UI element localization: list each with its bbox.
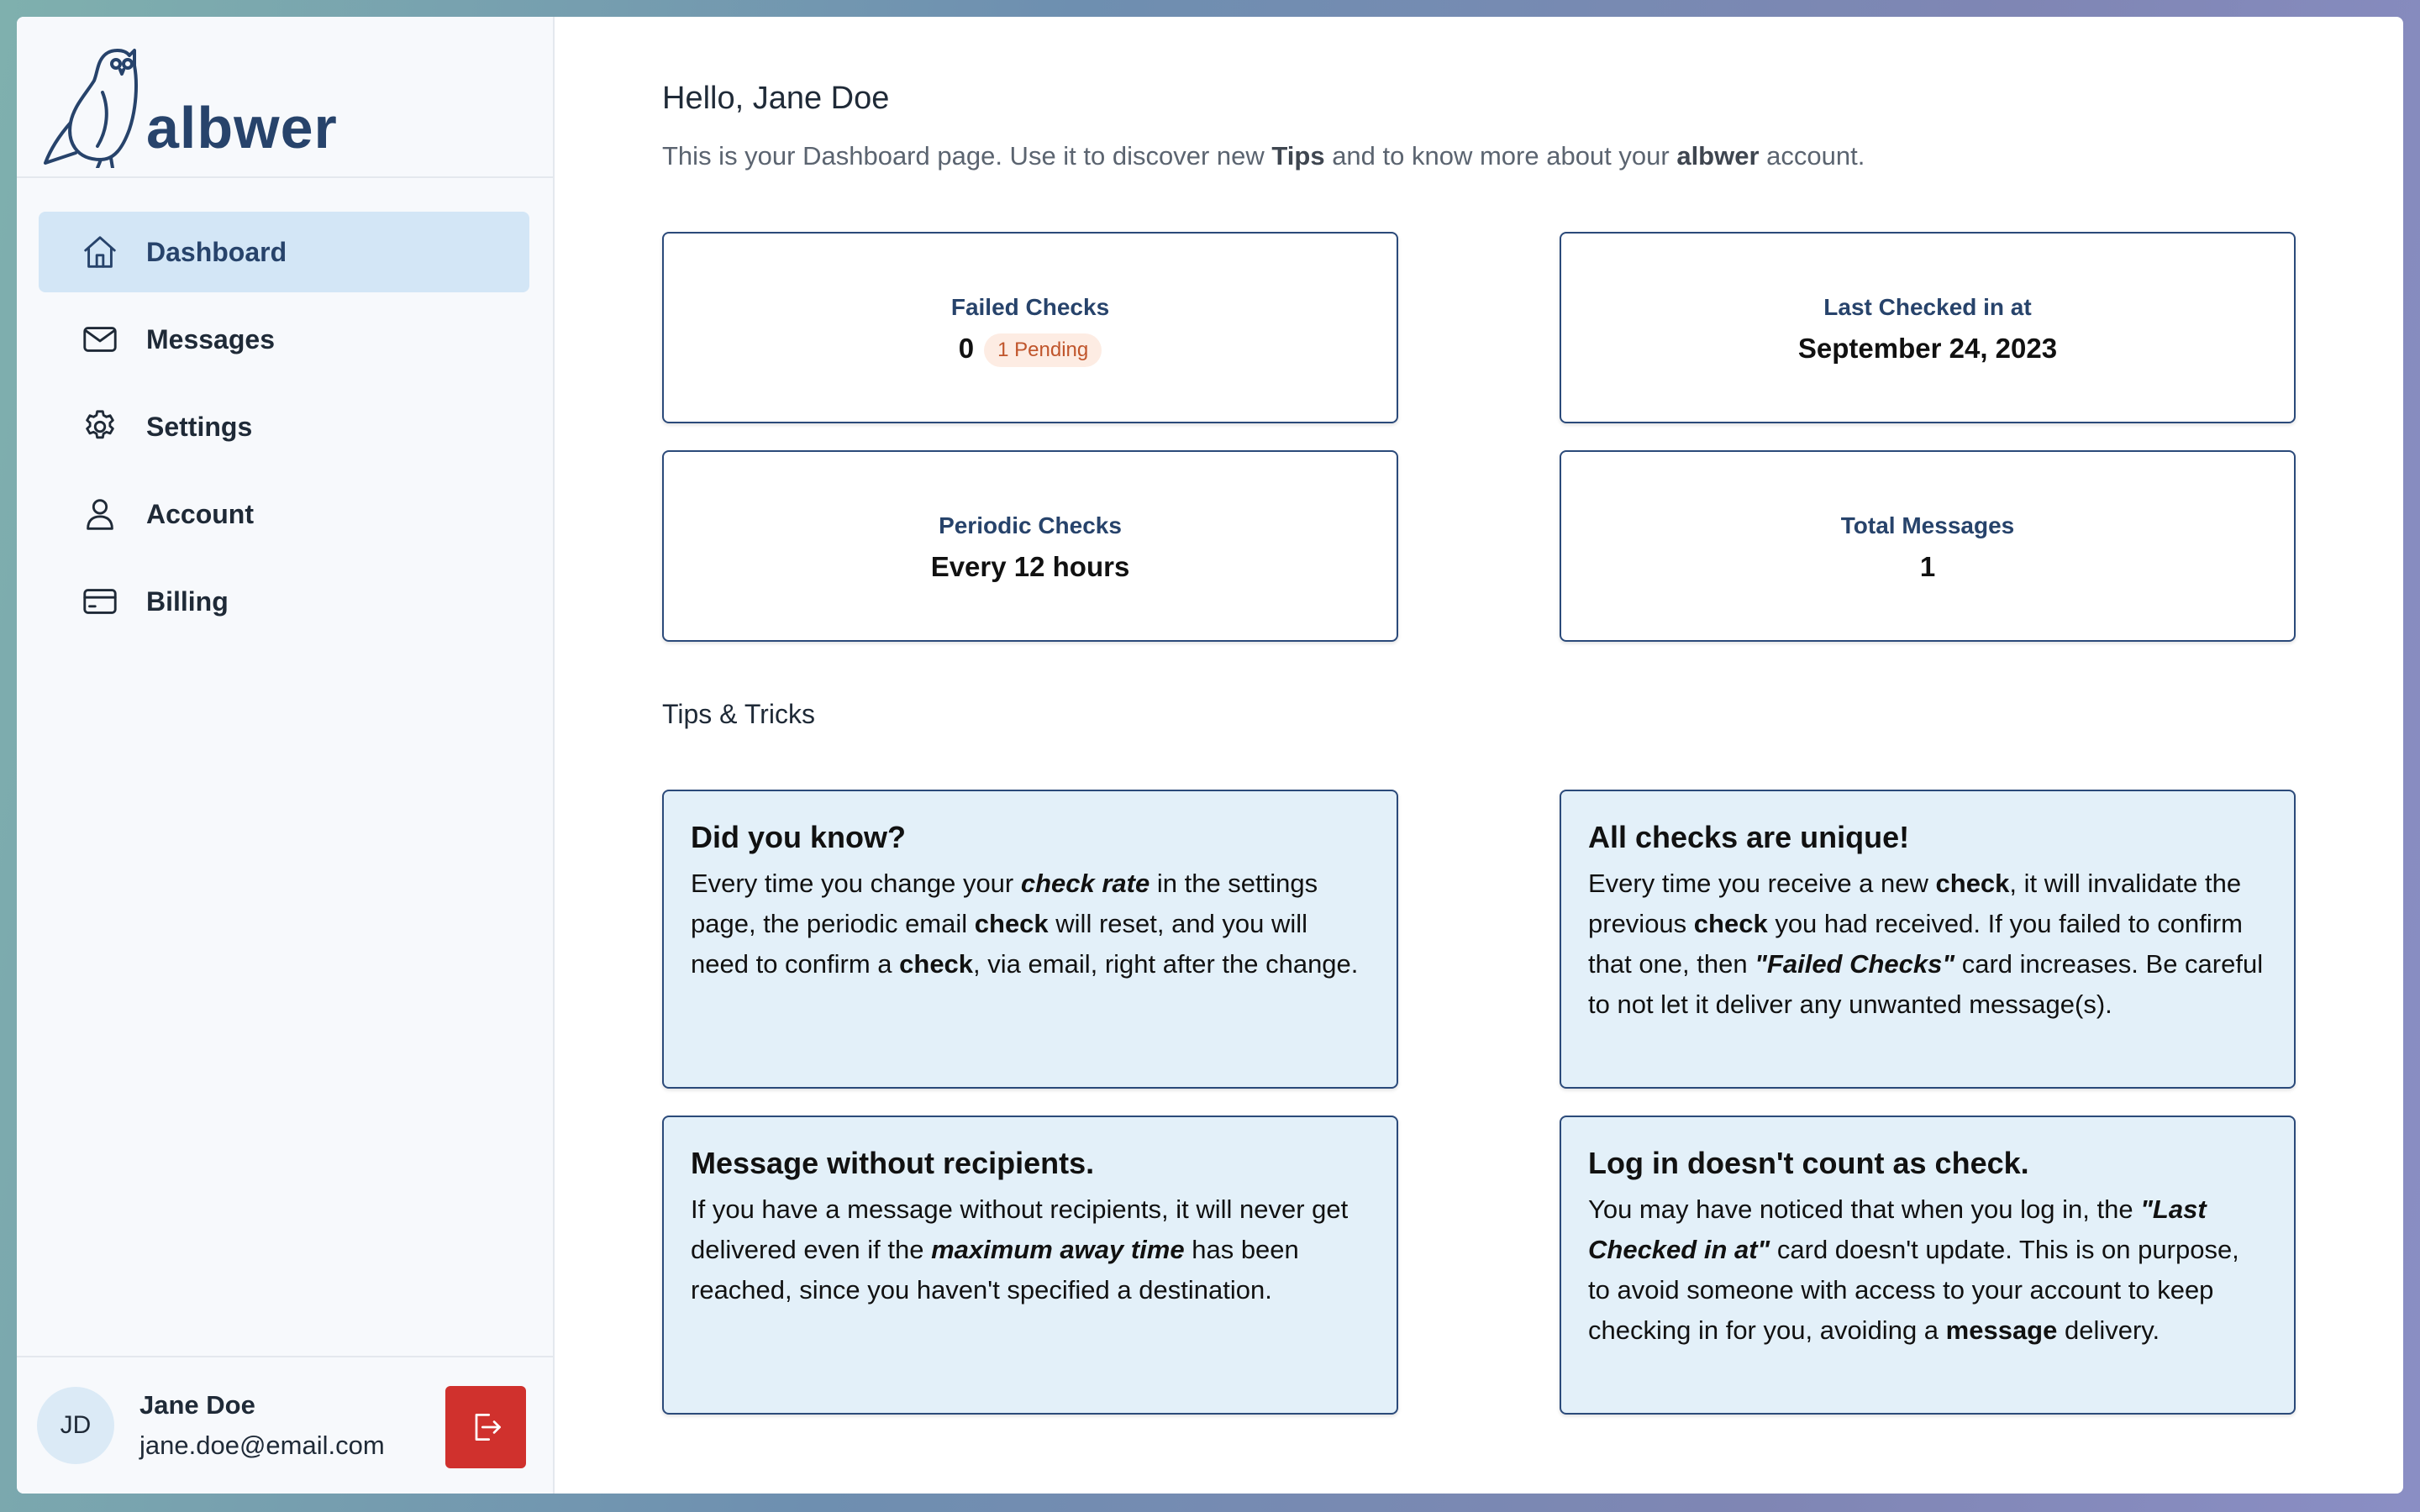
logo[interactable] (17, 17, 553, 178)
sidebar-item-settings[interactable] (39, 386, 529, 467)
intro-text: account. (1759, 141, 1865, 171)
sidebar-item-label: Messages (146, 323, 275, 354)
app-window (17, 17, 2403, 1494)
home-icon (81, 233, 119, 271)
stat-title: Last Checked in at (1823, 294, 2032, 320)
user-icon (81, 495, 119, 533)
tip-text: has been reached, since you haven't specified a destination. (691, 1235, 1299, 1305)
tip-bold: check (1693, 909, 1768, 938)
pending-badge: 1 Pending (984, 333, 1102, 367)
sidebar-item-label: Billing (146, 585, 229, 617)
last-checked-card (1560, 232, 2296, 423)
intro-brand: albwer (1676, 141, 1760, 171)
sidebar-item-label: Settings (146, 411, 253, 442)
stat-value: September 24, 2023 (1797, 333, 2058, 364)
user-email: jane.doe@email.com (139, 1431, 385, 1460)
intro-tips: Tips (1271, 141, 1325, 171)
tip-emphasis: "Failed Checks" (1754, 949, 1955, 979)
user-name: Jane Doe (139, 1390, 255, 1420)
tip-text: you had received. If you failed to confirm that one, then (1588, 909, 2243, 979)
intro-text: This is your Dashboard page. Use it to discover new (662, 141, 1272, 171)
tip-text: card increases. Be careful to not let it deliver any unwanted message(s). (1588, 949, 2264, 1019)
stat-title: Periodic Checks (939, 512, 1122, 538)
tip-text: card doesn't update. This is on purpose, to avoid someone with access to your account to keep checking in for you, avoiding a (1588, 1235, 2239, 1345)
mail-icon (81, 320, 119, 359)
intro-text: and to know more about your (1324, 141, 1677, 171)
avatar[interactable]: JD (37, 1387, 114, 1464)
stat-title: Failed Checks (950, 294, 1110, 320)
tip-card-no-recipients (662, 1116, 1398, 1415)
tip-body (691, 864, 1370, 984)
section-title: Tips & Tricks (662, 699, 815, 729)
tip-text: , it will invalidate the previous (1588, 869, 2242, 938)
tip-card-did-you-know (662, 790, 1398, 1089)
logout-icon (467, 1409, 504, 1446)
tip-bold: check (974, 909, 1049, 938)
stat-title: Total Messages (1840, 512, 2015, 538)
tip-body (1588, 1189, 2267, 1351)
tip-text: Every time you change your (691, 869, 1021, 898)
tip-title: Did you know? (691, 820, 906, 854)
stat-value (664, 333, 1397, 367)
logout-button[interactable] (445, 1386, 526, 1468)
periodic-checks-card (662, 450, 1398, 642)
tip-emphasis: "Last Checked in at" (1588, 1194, 2207, 1264)
owl-logo-icon (42, 42, 151, 168)
tip-text: , via email, right after the change. (973, 949, 1359, 979)
stat-value: Every 12 hours (930, 551, 1130, 582)
sidebar-item-dashboard[interactable] (39, 212, 529, 292)
tip-body (1588, 864, 2267, 1025)
tip-card-login (1560, 1116, 2296, 1415)
sidebar-item-label: Account (146, 498, 254, 529)
brand-name: albwer (146, 95, 338, 160)
tip-text: You may have noticed that when you log in, the (1588, 1194, 2141, 1224)
main-content (555, 17, 2403, 1494)
tip-text: Every time you receive a new (1588, 869, 1936, 898)
sidebar-item-messages[interactable] (39, 299, 529, 380)
tip-emphasis: check rate (1020, 869, 1150, 898)
tip-bold: check (899, 949, 974, 979)
sidebar-item-label: Dashboard (146, 236, 287, 267)
page-title: Hello, Jane Doe (662, 81, 890, 116)
failed-checks-count: 0 (958, 333, 975, 364)
tip-title: All checks are unique! (1588, 820, 1910, 854)
tip-card-unique-checks (1560, 790, 2296, 1089)
failed-checks-card (662, 232, 1398, 423)
total-messages-card (1560, 450, 2296, 642)
gear-icon (81, 407, 119, 446)
stat-value: 1 (1919, 551, 1936, 582)
page-intro (662, 141, 1865, 171)
sidebar-nav (39, 212, 529, 648)
tip-text: If you have a message without recipients, it will never get delivered even if the (691, 1194, 1349, 1264)
sidebar (17, 17, 555, 1494)
tip-bold: check (1935, 869, 2010, 898)
sidebar-item-billing[interactable] (39, 561, 529, 642)
tip-body (691, 1189, 1370, 1310)
tip-title: Message without recipients. (691, 1146, 1095, 1180)
tip-text: will reset, and you will need to confirm a (691, 909, 1308, 979)
sidebar-item-account[interactable] (39, 474, 529, 554)
user-profile (17, 1356, 553, 1494)
tip-text: delivery. (2057, 1315, 2160, 1345)
tip-emphasis: maximum away time (931, 1235, 1185, 1264)
credit-card-icon (81, 582, 119, 621)
tip-text: in the settings page, the periodic email (691, 869, 1318, 938)
user-info (139, 1390, 385, 1461)
tip-title: Log in doesn't count as check. (1588, 1146, 2029, 1180)
tip-bold: message (1945, 1315, 2058, 1345)
